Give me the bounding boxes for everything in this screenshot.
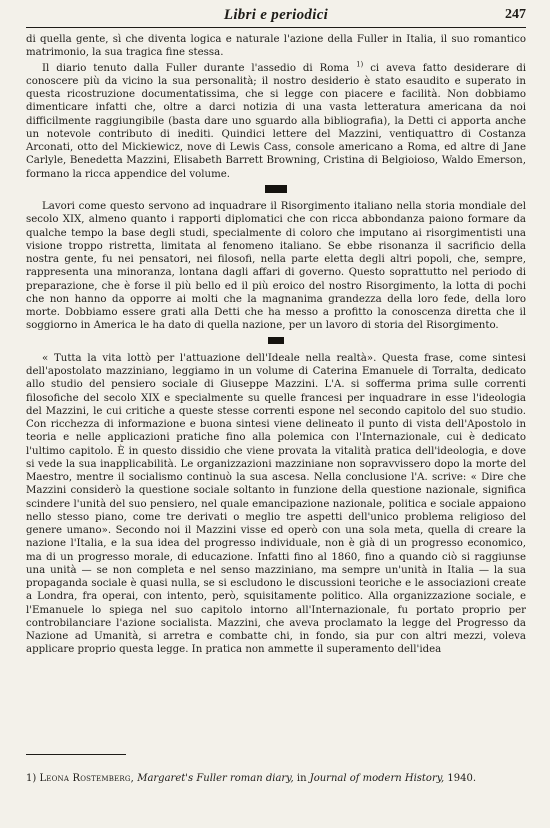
footnote-reference: 1): [356, 60, 364, 69]
body-text: [26, 33, 526, 657]
footnote-marker: 1): [26, 773, 37, 784]
paragraph-fuller-diary-start: Il diario tenuto dalla Fuller durante l'assedio di Roma: [42, 62, 350, 74]
running-head: [26, 6, 526, 28]
ink-mark-1: [26, 183, 526, 196]
paragraph-continuation: di quella gente, sì che diventa logica e naturale l'azione della Fuller in Italia, il suo romantico matrimonio, la sua tragica fine stessa.: [26, 34, 526, 59]
ink-blot-mark: [265, 185, 287, 193]
page-number: 247: [505, 7, 526, 22]
footnote-year: 1940.: [447, 773, 477, 784]
paragraph-mazzini: « Tutta la vita lottò per l'attuazione dell'Ideale nella realtà». Questa frase, come sintesi dell'apostolato mazziniano, leggiamo in un volume di Caterina Emanuele di Torralta, dedicato allo studio del pensiero sociale di Giuseppe Mazzini. L'A. si sofferma prima sulle correnti filosofiche del secolo XIX e specialmente su quelle francesi per inquadrare in esse l'ideologia del Mazzini, le cui critiche a queste stesse correnti espone nel secondo capitolo del suo studio. Con ricchezza di informazione e buona sintesi viene delineato il punto di vista dell'Apostolo in teoria e nelle applicazioni pratiche fino alla polemica con l'Internazionale, cui è dedicato l'ultimo capitolo. È in questo dissidio che viene provata la vitalità pratica dell'ideologia, e dove si vede la sua inapplicabilità. Le organizzazioni mazziniane non sopravvissero dopo la morte del Maestro, mentre il socialismo continuò la sua ascesa. Nella conclusione l'A. scrive: « Dire che Mazzini considerò la questione sociale soltanto in funzione della questione nazionale, significa scindere l'unità del suo pensiero, nel quale emancipazione nazionale, politica e sociale appaiono nello stesso piano, come tre derivati o meglio tre aspetti dell'unico problema religioso del genere umano». Secondo noi il Mazzini visse ed operò con una sola meta, quella di creare la nazione l'Italia, e la sua idea del progresso individuale, non è già di un progresso economico, ma di un progresso morale, di educazione. Infatti fino al 1860, fino a quando ciò si raggiunse una unità — se non completa e nel senso mazziniano, ma sempre un'unità in Italia — la sua propaganda sociale è quasi nulla, se si escludono le discussioni teoriche e le associazioni create a Londra, fra operai, con intento, però, squisitamente politico. Alla organizzazione sociale, e l'Emanuele lo spiega nel suo capitolo intorno all'Internazionale, fu portato proprio per controbilanciare l'azione socialista. Mazzini, che aveva proclamato la legge del Progresso da Nazione ad Umanità, si arretra e combatte chi, in fondo, sia pur con altri mezzi, voleva applicare proprio questa legge. In pratica non ammette il superamento dell'idea: [26, 352, 526, 656]
running-title: Libri e periodici: [223, 7, 329, 23]
paragraph-fuller-diary-rest: ci aveva fatto desiderare di conoscere più da vicino la sua personalità; il nostro desiderio è stato esaudito e superato in questa ricostruzione documentatissima, che si legge con piacere e facilità. Non dobbiamo dimenticare infatti che, oltre a darci notizia di una vasta letteratura americana da noi difficilmente raggiungibile (basta dare uno sguardo alla bibliografia), la Detti ci apporta anche un notevole contributo di inediti. Quindici lettere del Mazzini, ventiquattro di Costanza Arconati, otto del Mickiewicz, nove di Lewis Cass, console americano a Roma, ed altre di Jane Carlyle, Benedetta Mazzini, Elisabeth Barrett Browning, Cristina di Belgioioso, Waldo Emerson, formano la ricca appendice del volume.: [26, 62, 526, 180]
footnote-in: in: [296, 773, 307, 784]
paragraph-risorgimento: Lavori come questo servono ad inquadrare il Risorgimento italiano nella storia mondiale del secolo XIX, almeno quanto i rapporti diplomatici che con ricca abbondanza paiono formare da qualche tempo la base degli studi, specialmente di coloro che imputano ai risorgimentisti una visione troppo ristretta, limitata al fenomeno italiano. Se ebbe risonanza il sacrificio della nostra gente, fu nei pensatori, nei filosofi, nella parte eletta degli altri popoli, che, sempre, rappresenta una minoranza, lontana dagli affari di governo. Questo soprattutto nel periodo di preparazione, che è forse il più bello ed il più eroico del nostro Risorgimento, la lotta di pochi che non hanno da opporre ai molti che la magnanima grandezza della loro fede, della loro morte. Dobbiamo essere grati alla Detti che ha messo a profitto la conoscenza diretta che il soggiorno in America le ha dato di quella nazione, per un lavoro di storia del Risorgimento.: [26, 201, 526, 332]
footnote-author: Leona Rostemberg,: [39, 773, 135, 784]
footnote-rule: [26, 754, 126, 755]
section-separator: [26, 335, 526, 348]
footnote-title: Margaret's Fuller roman diary,: [137, 773, 294, 784]
separator-mark: [268, 337, 284, 344]
header-rule: [26, 27, 526, 28]
paragraph-fuller-diary: [26, 62, 526, 181]
footnote-journal: Journal of modern History,: [309, 773, 445, 784]
footnote: [26, 772, 526, 786]
